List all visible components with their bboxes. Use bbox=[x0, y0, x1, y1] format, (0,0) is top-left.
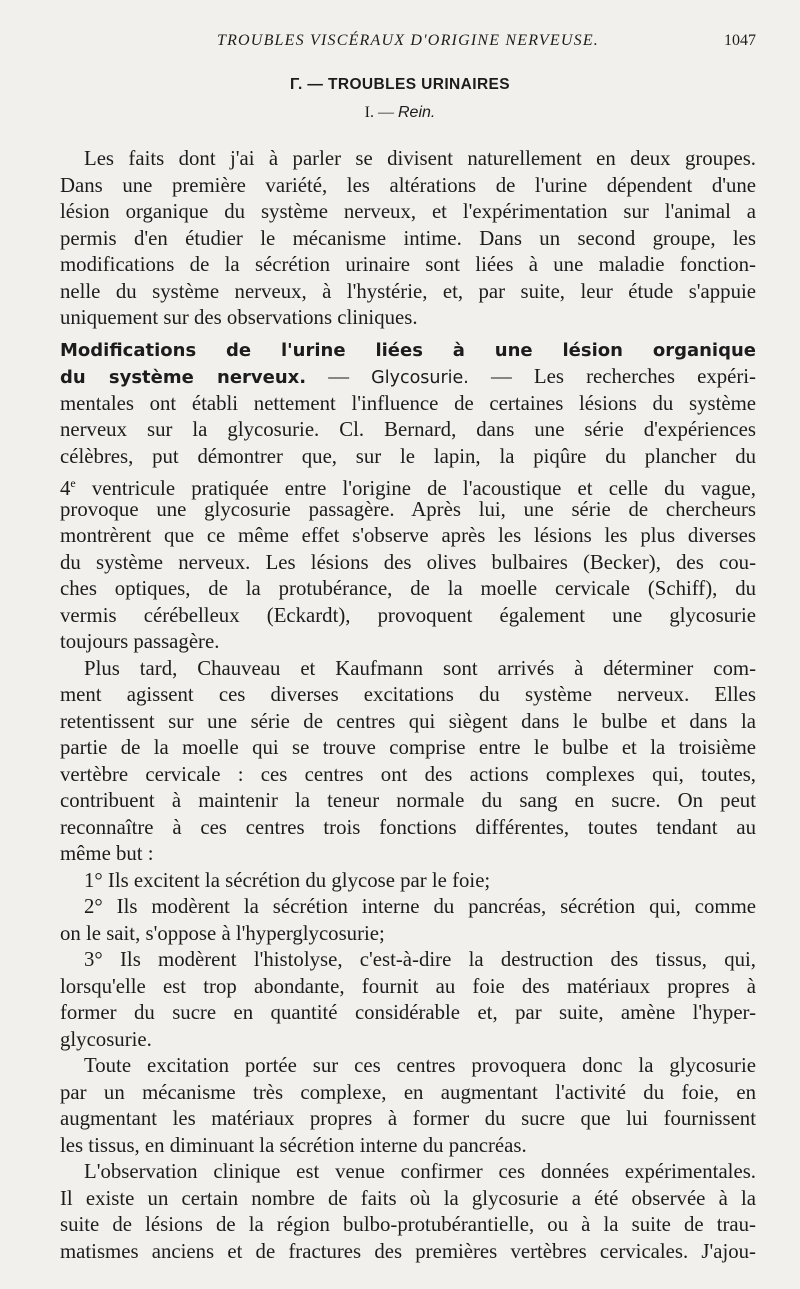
text-line: matismes anciens et de fractures des premières vertèbres cervicales. J'ajou- bbox=[60, 1239, 756, 1263]
section-heading-bold: du système nerveux. bbox=[60, 367, 307, 388]
body-text bbox=[60, 146, 756, 1265]
list-item: 3° Ils modèrent l'histolyse, c'est-à-dire la destruction des tissus, qui, bbox=[84, 948, 756, 971]
text-line: uniquement sur des observations cliniques. bbox=[60, 306, 418, 329]
list-item-continuation: on le sait, s'oppose à l'hyperglycosurie; bbox=[60, 921, 385, 945]
text-line: nelle du système nerveux, à l'hystérie, et, par suite, leur étude s'appuie bbox=[60, 279, 756, 303]
text-line: lésion organique du système nerveux, et l'expérimentation sur l'animal a bbox=[60, 200, 756, 223]
text-line: permis d'en étudier le mécanisme intime. Dans un second groupe, les bbox=[60, 226, 756, 250]
paragraph-clinical bbox=[60, 1159, 756, 1265]
list-item-continuation: former du sucre en quantité considérable et, par suite, amène l'hyper- bbox=[60, 1001, 756, 1024]
list-item: 1° Ils excitent la sécrétion du glycose par le foie; bbox=[84, 868, 491, 892]
subsection-title bbox=[0, 104, 800, 122]
text-line: L'observation clinique est venue confirmer ces données expérimentales. bbox=[84, 1160, 756, 1183]
list-item-continuation: lorsqu'elle est trop abondante, fournit au foie des matériaux propres à bbox=[60, 974, 756, 998]
text-line: mentales ont établi nettement l'influence de certaines lésions du système bbox=[60, 391, 756, 415]
text-line: du système nerveux. Les lésions des olives bulbaires (Becker), des cou- bbox=[60, 550, 756, 574]
paragraph-intro bbox=[60, 146, 756, 332]
numbered-list bbox=[60, 868, 756, 1054]
text-line: Toute excitation portée sur ces centres provoquera donc la glycosurie bbox=[84, 1054, 756, 1077]
text-line: les tissus, en diminuant la sécrétion interne du pancréas. bbox=[60, 1133, 527, 1157]
text-line: retentissent sur une série de centres qui siègent dans le bulbe et dans la bbox=[60, 709, 756, 733]
text-line: suite de lésions de la région bulbo-protubérantielle, ou à la suite de trau- bbox=[60, 1213, 756, 1236]
text-line: même but : bbox=[60, 842, 154, 865]
text-line: vertèbre cervicale : ces centres ont des actions complexes qui, toutes, bbox=[60, 762, 756, 786]
dash: — bbox=[306, 365, 372, 388]
text-line: ches optiques, de la protubérance, de la moelle cervicale (Schiff), du bbox=[60, 577, 756, 600]
paragraph-excitation bbox=[60, 1053, 756, 1159]
text-line: partie de la moelle qui se trouve comprise entre le bulbe et la troisième bbox=[60, 736, 756, 759]
text-line: 4e ventricule pratiquée entre l'origine de l'acoustique et celle du vague, bbox=[60, 476, 756, 500]
list-item: 2° Ils modèrent la sécrétion interne du pancréas, sécrétion qui, comme bbox=[84, 895, 756, 918]
text-line: nerveux sur la glycosurie. Cl. Bernard, dans une série d'expériences bbox=[60, 418, 756, 441]
text-line: modifications de la sécrétion urinaire sont liées à une maladie fonction- bbox=[60, 253, 756, 276]
text-line: Il existe un certain nombre de faits où la glycosurie a été observée à la bbox=[60, 1186, 756, 1210]
text-line: Dans une première variété, les altérations de l'urine dépendent d'une bbox=[60, 173, 756, 197]
text-line: augmentant les matériaux propres à former du sucre que lui fournissent bbox=[60, 1107, 756, 1130]
text-line: vermis cérébelleux (Eckardt), provoquent également une glycosurie bbox=[60, 603, 756, 627]
text-line: Les faits dont j'ai à parler se divisent naturellement en deux groupes. bbox=[84, 147, 756, 170]
text-line: reconnaître à ces centres trois fonctions différentes, toutes tendant au bbox=[60, 815, 756, 839]
text-line: Plus tard, Chauveau et Kaufmann sont arrivés à déterminer com- bbox=[84, 656, 756, 680]
section-title: Γ. — TROUBLES URINAIRES bbox=[289, 76, 511, 93]
section-heading-line bbox=[60, 364, 756, 391]
text-line: contribuent à maintenir la teneur normale du sang en sucre. On peut bbox=[60, 789, 756, 812]
text-run: — Les recherches expéri- bbox=[468, 365, 756, 388]
text-line: ment agissent ces diverses excitations du système nerveux. Elles bbox=[60, 683, 756, 706]
paragraph-chauveau bbox=[60, 656, 756, 868]
text-line: montrèrent que ce même effet s'observe après les lésions les plus diverses bbox=[60, 524, 756, 547]
text-line: provoque une glycosurie passagère. Après lui, une série de chercheurs bbox=[60, 497, 756, 521]
subsection-name: Rein. bbox=[397, 104, 436, 121]
text-line: par un mécanisme très complexe, en augmentant l'activité du foie, en bbox=[60, 1080, 756, 1104]
subsection-number: I. — bbox=[364, 104, 394, 121]
section-heading-line: Modifications de l'urine liées à une lésion organique bbox=[60, 339, 756, 361]
paragraph-organic bbox=[60, 338, 756, 656]
text-line: toujours passagère. bbox=[60, 630, 220, 653]
glycosurie-subheading: Glycosurie. bbox=[371, 368, 469, 388]
text-line: célèbres, put démontrer que, sur le lapin, la piqûre du plancher du bbox=[60, 444, 756, 468]
running-head-title: TROUBLES VISCÉRAUX D'ORIGINE NERVEUSE. bbox=[216, 32, 599, 49]
running-head bbox=[60, 32, 756, 54]
page-number: 1047 bbox=[724, 32, 756, 49]
list-item-continuation: glycosurie. bbox=[60, 1027, 152, 1051]
